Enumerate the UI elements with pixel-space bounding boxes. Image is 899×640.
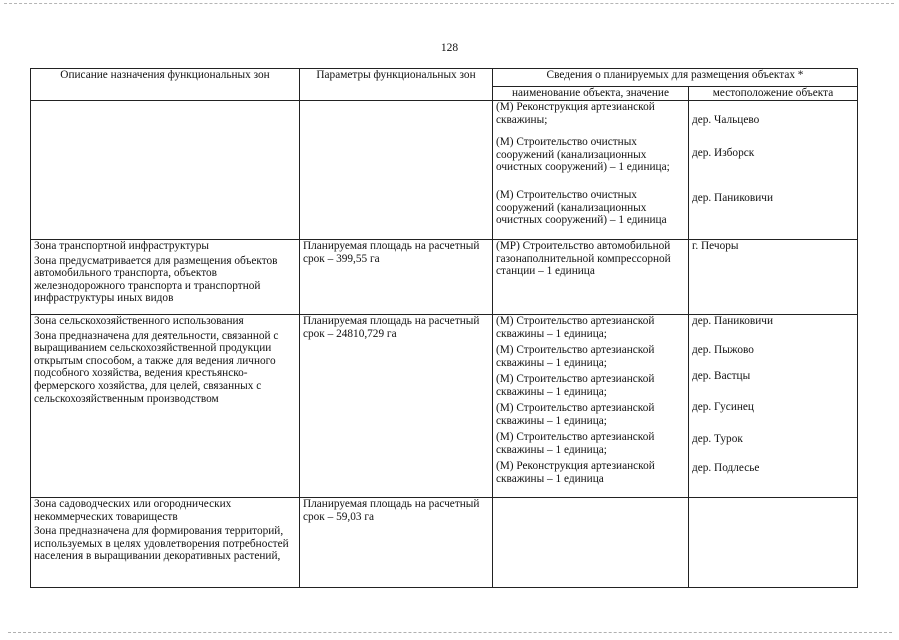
table-row [31,101,858,240]
table-row [31,315,858,498]
scan-artifact-top [4,3,894,4]
location-item: дер. Пыжово [692,344,754,356]
object-location-cell [689,498,858,588]
location-item: дер. Гусинец [692,401,754,413]
location-item: дер. Турок [692,433,743,445]
scan-artifact-bottom [8,632,892,633]
object-name-cell [493,315,689,498]
zone-title: Зона сельскохозяйственного использования [34,315,244,327]
object-item: (М) Строительство артезианской скважины – 1 единица; [496,315,655,340]
zone-purpose-text: Зона предусматривается для размещения объектов автомобильного транспорта, объектов железнодорожного транспорта и транспортной инфраструктуры иных видов [34,254,278,305]
zone-description-cell [31,240,300,315]
object-name-cell [493,498,689,588]
zone-parameters-cell: Планируемая площадь на расчетный срок – 24810,729 га [300,315,493,498]
location-item: дер. Паниковичи [692,192,773,204]
object-item: (М) Реконструкция артезианской скважины; [496,101,655,126]
zones-table [30,68,858,588]
location-item: дер. Подлесье [692,462,760,474]
location-item: дер. Чальцево [692,114,760,126]
table-row [31,498,858,588]
zone-title: Зона садоводческих или огороднических некоммерческих товариществ [34,498,232,523]
object-item: (М) Строительство очистных сооружений (канализационных очистных сооружений) – 1 единица; [496,136,670,174]
table-row [31,240,858,315]
header-planned-objects: Сведения о планируемых для размещения объектах * [493,69,858,87]
zone-description-cell [31,498,300,588]
object-item: (М) Строительство артезианской скважины – 1 единица; [496,431,655,456]
object-location-cell: г. Печоры [689,240,858,315]
zone-description-cell [31,101,300,240]
zone-title: Зона транспортной инфраструктуры [34,240,210,252]
zone-description-cell [31,315,300,498]
object-item: (М) Строительство артезианской скважины – 1 единица; [496,402,655,427]
zone-purpose-text: Зона предназначена для деятельности, связанной с выращиванием сельскохозяйственной продукции открытым способом, а также для ведения личного подсобного хозяйства, ведения крестьянско-фермерского хозяйства, для целей, связанных с сельскохозяйственным производством [34,329,279,405]
zone-parameters-cell: Планируемая площадь на расчетный срок – 399,55 га [300,240,493,315]
object-name-cell [493,101,689,240]
location-item: дер. Паниковичи [692,315,773,327]
zone-parameters-cell [300,101,493,240]
object-location-cell [689,101,858,240]
object-location-cell [689,315,858,498]
object-item: (М) Реконструкция артезианской скважины – 1 единица [496,460,655,485]
location-item: дер. Изборск [692,147,755,159]
object-name-cell: (МР) Строительство автомобильной газонаполнительной компрессорной станции – 1 единица [493,240,689,315]
object-item: (М) Строительство артезианской скважины – 1 единица; [496,344,655,369]
location-item: дер. Вастцы [692,370,751,382]
object-item: (М) Строительство артезианской скважины – 1 единица; [496,373,655,398]
header-object-location: местоположение объекта [689,87,858,101]
header-zone-parameters: Параметры функциональных зон [300,69,493,101]
zone-purpose-text: Зона предназначена для формирования территорий, используемых в целях удовлетворения потребностей населения в выращивании декоративных растений, [34,525,289,563]
header-zone-description: Описание назначения функциональных зон [31,69,300,101]
page-number: 128 [440,42,459,54]
zone-parameters-cell: Планируемая площадь на расчетный срок – 59,03 га [300,498,493,588]
object-item: (М) Строительство очистных сооружений (канализационных очистных сооружений) – 1 единица [496,189,667,227]
header-object-name: наименование объекта, значение [493,87,689,101]
